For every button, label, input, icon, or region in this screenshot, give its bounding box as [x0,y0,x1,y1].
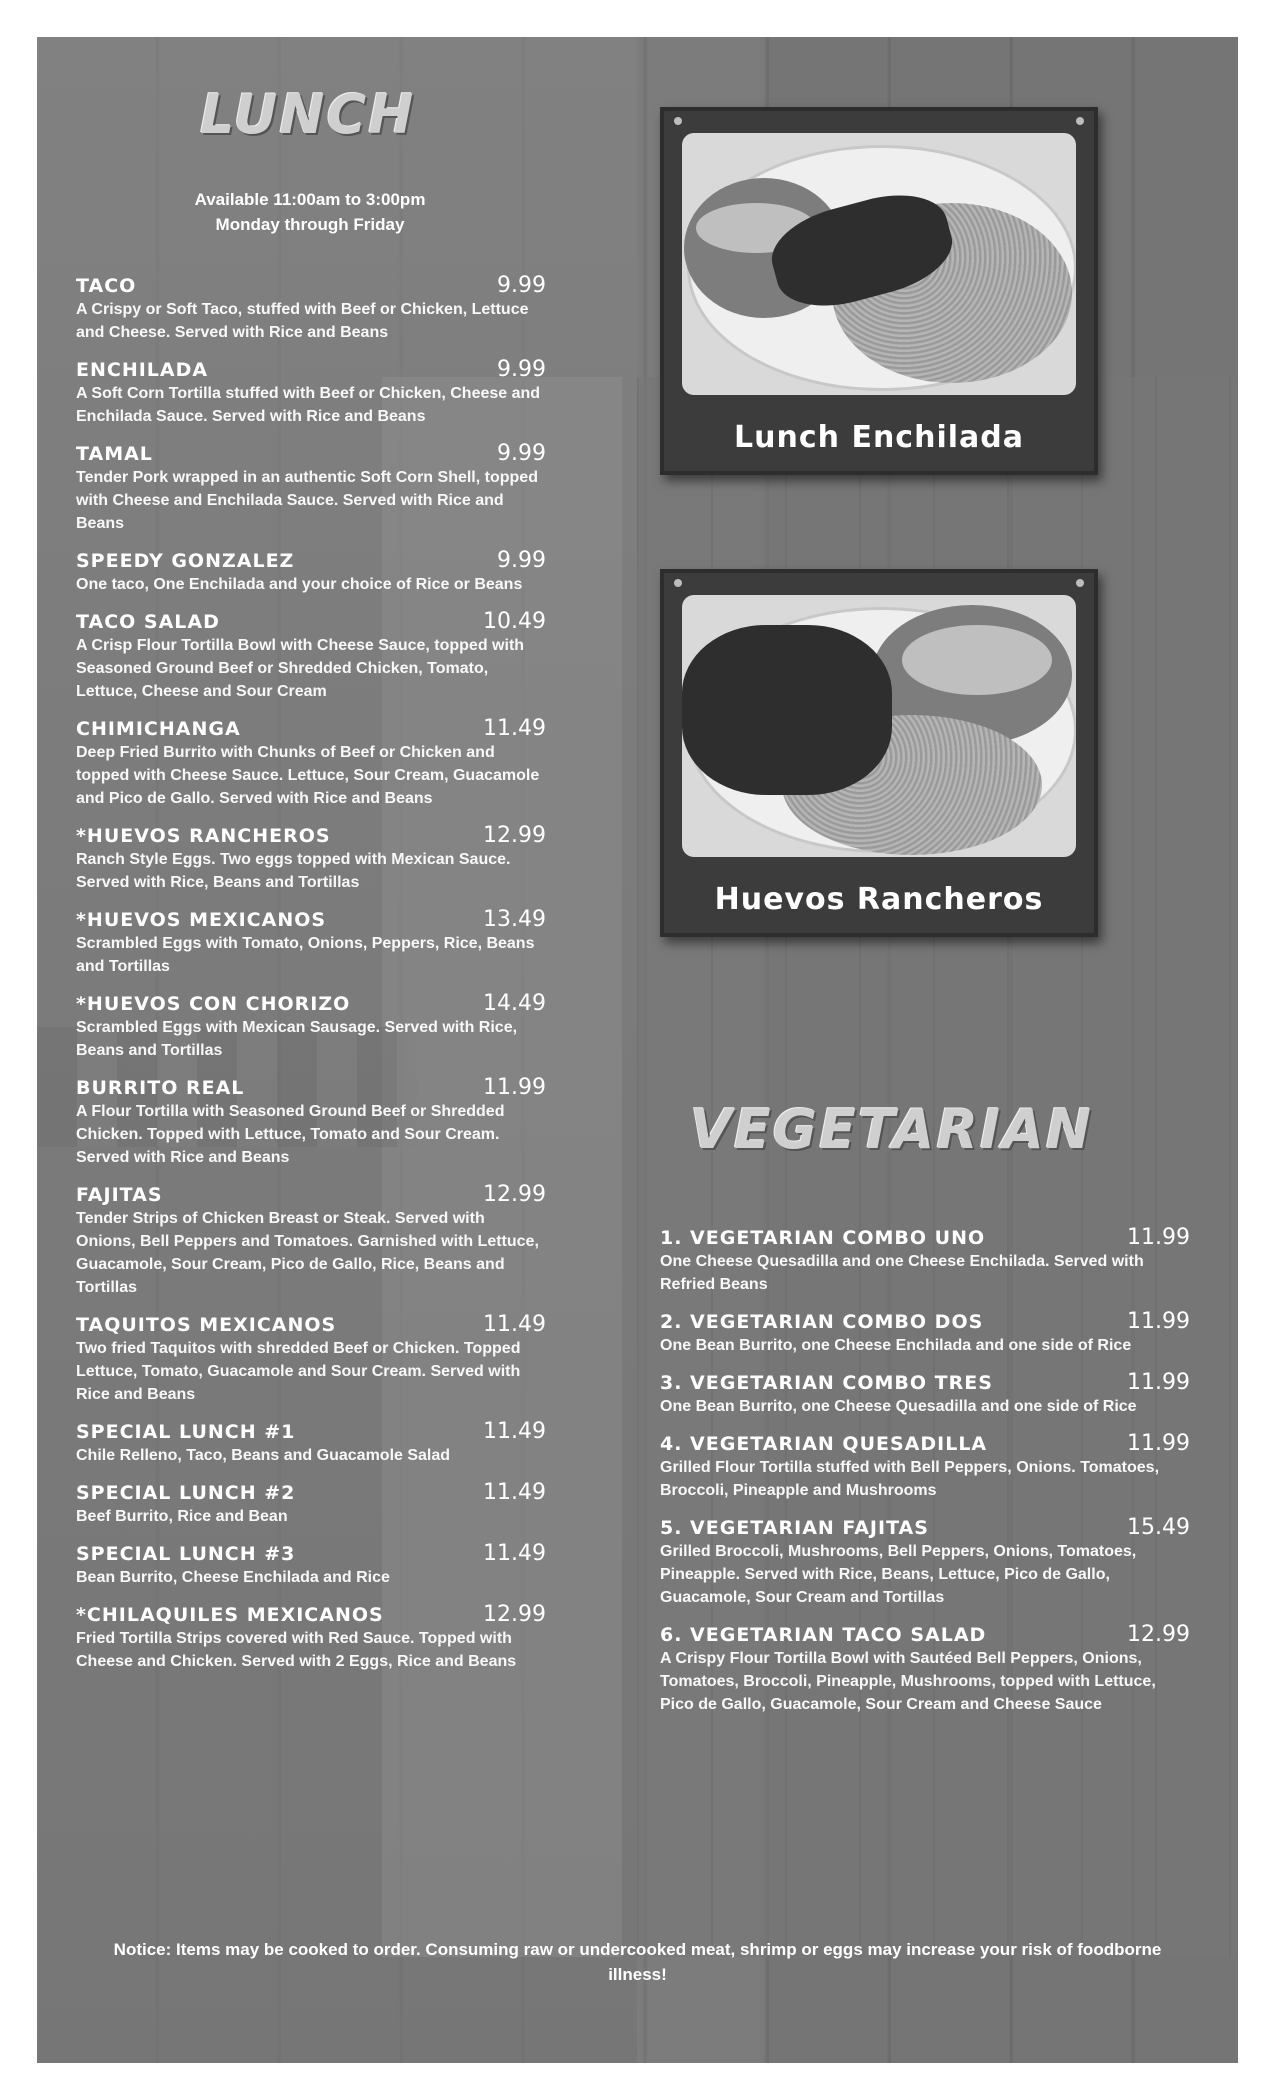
menu-item [660,1515,1190,1609]
item-name: TAQUITOS MEXICANOS [76,1314,337,1336]
item-name: 6. VEGETARIAN TACO SALAD [660,1624,987,1646]
menu-item [660,1370,1190,1418]
item-description: One Bean Burrito, one Cheese Quesadilla and one side of Rice [660,1398,1137,1415]
item-description: Tender Pork wrapped in an authentic Soft Corn Shell, topped with Cheese and Enchilada Sauce. Served with Rice and Beans [76,469,538,532]
nail-icon [674,579,682,587]
menu-item [76,716,546,810]
item-description: One taco, One Enchilada and your choice of Rice or Beans [76,576,523,593]
item-name: TACO [76,275,137,297]
item-name: SPECIAL LUNCH #2 [76,1482,296,1504]
item-price: 11.99 [483,1075,546,1100]
item-price: 9.99 [497,548,546,573]
item-price: 12.99 [483,1602,546,1627]
item-description: A Crispy Flour Tortilla Bowl with Sautéed Bell Peppers, Onions, Tomatoes, Broccoli, Pineapple, Mushrooms, topped with Lettuce, Pico de Gallo, Guacamole, Sour Cream and Cheese Sauce [660,1650,1156,1713]
item-name: BURRITO REAL [76,1077,245,1099]
item-description: Scrambled Eggs with Tomato, Onions, Peppers, Rice, Beans and Tortillas [76,935,535,975]
menu-item [76,823,546,894]
item-name: TACO SALAD [76,611,220,633]
item-description: A Crispy or Soft Taco, stuffed with Beef or Chicken, Lettuce and Cheese. Served with Rice and Beans [76,301,529,341]
nail-icon [1076,579,1084,587]
item-description: Deep Fried Burrito with Chunks of Beef or Chicken and topped with Cheese Sauce. Lettuce, Sour Cream, Guacamole and Pico de Gallo. Served with Rice and Beans [76,744,540,807]
item-price: 12.99 [483,823,546,848]
item-name: FAJITAS [76,1184,163,1206]
menu-item [76,357,546,428]
item-description: Bean Burrito, Cheese Enchilada and Rice [76,1569,390,1586]
item-name: ENCHILADA [76,359,209,381]
item-price: 11.99 [1127,1370,1190,1395]
item-price: 10.49 [483,609,546,634]
menu-item [660,1309,1190,1357]
item-name: SPECIAL LUNCH #3 [76,1543,296,1565]
item-description: Fried Tortilla Strips covered with Red Sauce. Topped with Cheese and Chicken. Served with 2 Eggs, Rice and Beans [76,1630,517,1670]
item-price: 11.49 [483,1480,546,1505]
menu-item [76,1182,546,1299]
item-name: 1. VEGETARIAN COMBO UNO [660,1227,986,1249]
menu-item [76,1312,546,1406]
menu-item [660,1622,1190,1716]
item-name: 3. VEGETARIAN COMBO TRES [660,1372,993,1394]
menu-item [660,1225,1190,1296]
vegetarian-menu-list [660,1225,1190,1729]
item-description: A Crisp Flour Tortilla Bowl with Cheese Sauce, topped with Seasoned Ground Beef or Shredded Chicken, Tomato, Lettuce, Cheese and Sour Cream [76,637,525,700]
nail-icon [674,117,682,125]
item-description: Grilled Flour Tortilla stuffed with Bell Peppers, Onions. Tomatoes, Broccoli, Pineapple and Mushrooms [660,1459,1160,1499]
menu-item [76,1075,546,1169]
menu-item [76,1419,546,1467]
item-price: 15.49 [1127,1515,1190,1540]
item-name: TAMAL [76,443,153,465]
item-name: *CHILAQUILES MEXICANOS [76,1604,384,1626]
item-description: Tender Strips of Chicken Breast or Steak. Served with Onions, Bell Peppers and Tomatoes. Garnished with Lettuce, Guacamole, Sour Cream, Pico de Gallo, Rice, Beans and Tortillas [76,1210,539,1296]
item-name: 5. VEGETARIAN FAJITAS [660,1517,929,1539]
item-price: 9.99 [497,357,546,382]
photo-caption: Huevos Rancheros [714,882,1044,917]
item-description: Ranch Style Eggs. Two eggs topped with Mexican Sauce. Served with Rice, Beans and Tortillas [76,851,511,891]
item-description: One Bean Burrito, one Cheese Enchilada and one side of Rice [660,1337,1132,1354]
photo-sign-huevos-rancheros [660,569,1098,937]
item-description: Chile Relleno, Taco, Beans and Guacamole Salad [76,1447,451,1464]
menu-item [76,548,546,596]
eggs-in-sauce [682,625,892,795]
item-price: 11.49 [483,716,546,741]
menu-item [660,1431,1190,1502]
item-name: *HUEVOS CON CHORIZO [76,993,351,1015]
menu-item [76,991,546,1062]
item-description: A Flour Tortilla with Seasoned Ground Beef or Shredded Chicken. Topped with Lettuce, Tomato and Sour Cream. Served with Rice and Beans [76,1103,505,1166]
item-name: *HUEVOS RANCHEROS [76,825,331,847]
item-price: 11.99 [1127,1309,1190,1334]
item-price: 12.99 [483,1182,546,1207]
lunch-enchilada-photo [682,133,1076,395]
vegetarian-title: VEGETARIAN [690,1098,1093,1161]
item-description: Grilled Broccoli, Mushrooms, Bell Peppers, Onions, Tomatoes, Pineapple. Served with Rice, Beans, Lettuce, Pico de Gallo, Guacamole, Sour Cream and Tortillas [660,1543,1137,1606]
item-price: 14.49 [483,991,546,1016]
item-price: 13.49 [483,907,546,932]
item-price: 9.99 [497,273,546,298]
item-name: *HUEVOS MEXICANOS [76,909,327,931]
nail-icon [1076,117,1084,125]
cheese [902,625,1052,695]
item-description: Two fried Taquitos with shredded Beef or Chicken. Topped Lettuce, Tomato, Guacamole and Sour Cream. Served with Rice and Beans [76,1340,521,1403]
item-price: 11.49 [483,1312,546,1337]
availability-days: Monday through Friday [215,215,405,234]
food-safety-notice: Notice: Items may be cooked to order. Consuming raw or undercooked meat, shrimp or eggs may increase your risk of foodborne illness! [113,1940,1162,1984]
lunch-title: LUNCH [200,83,416,146]
item-description: A Soft Corn Tortilla stuffed with Beef or Chicken, Cheese and Enchilada Sauce. Served with Rice and Beans [76,385,541,425]
menu-item [76,609,546,703]
photo-caption: Lunch Enchilada [734,420,1024,455]
item-price: 9.99 [497,441,546,466]
item-name: SPEEDY GONZALEZ [76,550,295,572]
item-description: Beef Burrito, Rice and Bean [76,1508,288,1525]
huevos-rancheros-photo [682,595,1076,857]
item-price: 11.49 [483,1419,546,1444]
menu-item [76,1480,546,1528]
menu-item [76,1541,546,1589]
item-description: Scrambled Eggs with Mexican Sausage. Served with Rice, Beans and Tortillas [76,1019,518,1059]
item-price: 11.99 [1127,1431,1190,1456]
menu-item [76,441,546,535]
menu-item [76,273,546,344]
menu-item [76,1602,546,1673]
photo-sign-lunch-enchilada [660,107,1098,475]
item-price: 11.99 [1127,1225,1190,1250]
item-price: 12.99 [1127,1622,1190,1647]
lunch-availability [100,187,520,237]
menu-item [76,907,546,978]
item-price: 11.49 [483,1541,546,1566]
item-name: 2. VEGETARIAN COMBO DOS [660,1311,984,1333]
item-description: One Cheese Quesadilla and one Cheese Enchilada. Served with Refried Beans [660,1253,1144,1293]
availability-hours: Available 11:00am to 3:00pm [194,190,426,209]
lunch-menu-list [76,273,546,1686]
item-name: 4. VEGETARIAN QUESADILLA [660,1433,988,1455]
item-name: CHIMICHANGA [76,718,241,740]
item-name: SPECIAL LUNCH #1 [76,1421,296,1443]
